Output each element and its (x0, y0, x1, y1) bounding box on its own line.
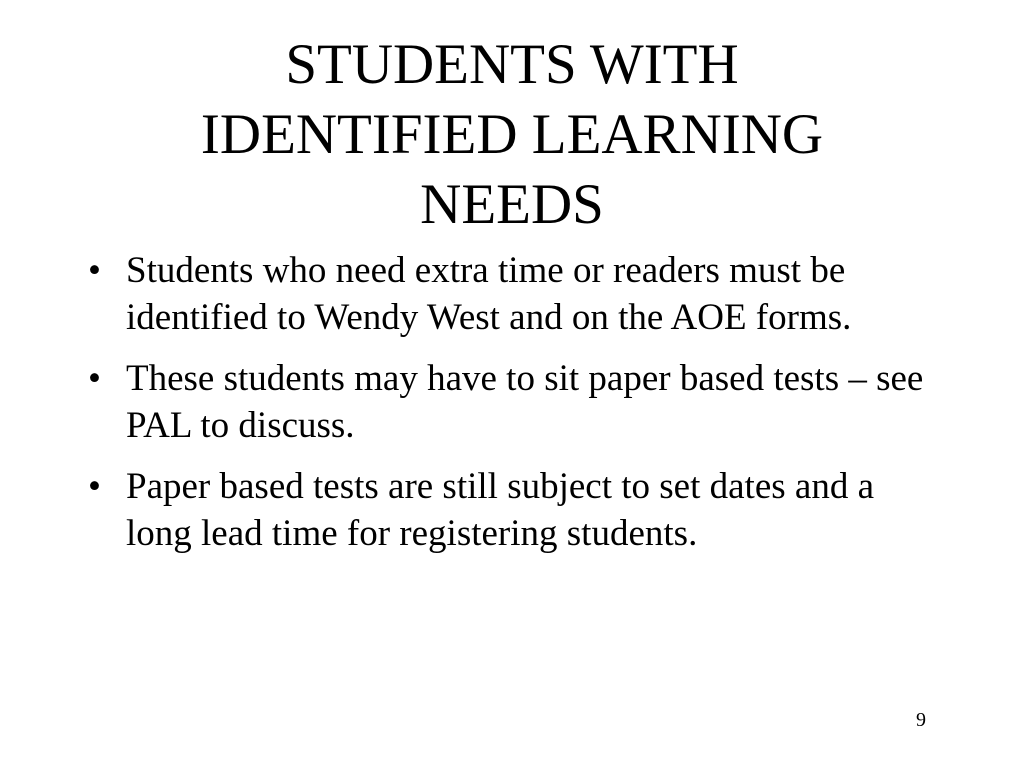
page-number: 9 (916, 709, 926, 731)
bullet-text: Paper based tests are still subject to set dates and a long lead time for registering students. (126, 466, 875, 554)
bullet-text: Students who need extra time or readers must be identified to Wendy West and on the AOE forms. (126, 250, 852, 338)
slide-title (100, 30, 924, 240)
title-line: IDENTIFIED LEARNING (200, 103, 824, 166)
bullet-marker: • (88, 466, 101, 507)
bullet-list (84, 247, 944, 571)
bullet-text: These students may have to sit paper based tests – see PAL to discuss. (126, 358, 924, 446)
bullet-marker: • (88, 250, 101, 291)
bullet-marker: • (88, 358, 101, 399)
bullet-item (84, 463, 944, 557)
bullet-item (84, 247, 944, 341)
title-line: NEEDS (420, 173, 604, 236)
title-line: STUDENTS WITH (285, 33, 739, 96)
bullet-item (84, 355, 944, 449)
